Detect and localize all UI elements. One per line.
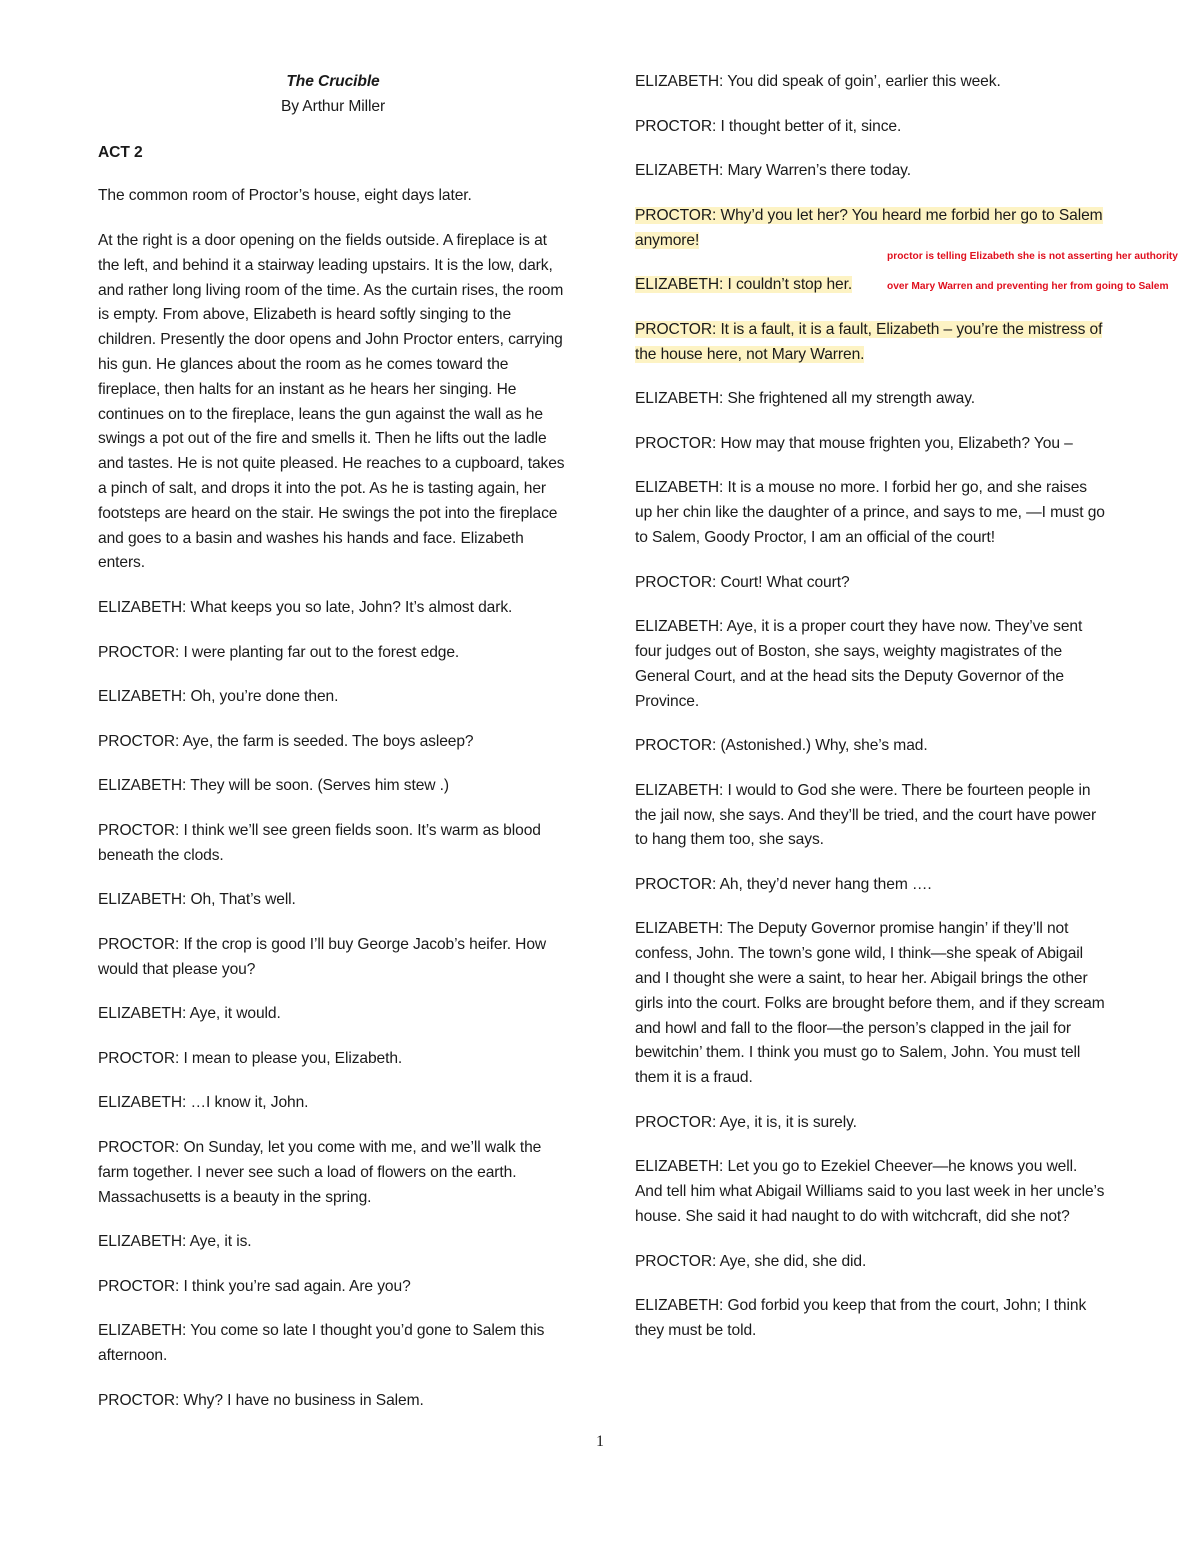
dialogue-line: PROCTOR: Court! What court? <box>635 573 850 591</box>
dialogue-line: ELIZABETH: …I know it, John. <box>98 1094 309 1112</box>
act-heading: ACT 2 <box>98 143 143 161</box>
highlighted-text: ELIZABETH: I couldn’t stop her. <box>635 276 853 294</box>
dialogue-line: PROCTOR: Aye, the farm is seeded. The boys asleep? <box>98 732 474 750</box>
document-title: The Crucible <box>286 73 380 90</box>
dialogue-line: ELIZABETH: Aye, it is. <box>98 1233 252 1251</box>
dialogue-line: ELIZABETH: Let you go to Ezekiel Cheever—he knows you well. And tell him what Abigail Williams said to you last week in her uncle’s house. She said it had naught to do with witchcraft, did she not? <box>635 1158 1105 1226</box>
dialogue-line: PROCTOR: I thought better of it, since. <box>635 117 902 135</box>
dialogue-line: PROCTOR: If the crop is good I’ll buy George Jacob’s heifer. How would that please you? <box>98 935 547 978</box>
dialogue-line: ELIZABETH: Aye, it is a proper court they have now. They’ve sent four judges out of Boston, she says, weighty magistrates of the General Court, and at the head sits the Deputy Governor of the Province. <box>635 618 1083 710</box>
highlighted-text: PROCTOR: Why’d you let her? You heard me forbid her go to Salem anymore! <box>635 206 1103 249</box>
dialogue-line: PROCTOR: I mean to please you, Elizabeth. <box>98 1049 403 1067</box>
title-block <box>98 70 568 120</box>
dialogue-line: PROCTOR: (Astonished.) Why, she’s mad. <box>635 737 928 755</box>
left-column <box>98 70 568 1433</box>
dialogue-line: ELIZABETH: Mary Warren’s there today. <box>635 162 911 180</box>
dialogue-line: ELIZABETH: I would to God she were. There be fourteen people in the jail now, she says. And they’ll be tried, and the court have power to hang them too, she says. <box>635 781 1097 849</box>
dialogue-line: ELIZABETH: It is a mouse no more. I forbid her go, and she raises up her chin like the daughter of a prince, and says to me, —I must go to Salem, Goody Proctor, I am an official of the court! <box>635 479 1105 546</box>
dialogue-line: PROCTOR: I were planting far out to the forest edge. <box>98 643 460 661</box>
dialogue-line: PROCTOR: On Sunday, let you come with me, and we’ll walk the farm together. I never see such a load of flowers on the earth. Massachusetts is a beauty in the spring. <box>98 1139 542 1206</box>
dialogue-line: ELIZABETH: God forbid you keep that from the court, John; I think they must be told. <box>635 1297 1087 1340</box>
dialogue-line: ELIZABETH: They will be soon. (Serves him stew .) <box>98 777 449 795</box>
dialogue-line: ELIZABETH: Oh, you’re done then. <box>98 688 339 706</box>
dialogue-line: ELIZABETH: Aye, it would. <box>98 1005 281 1023</box>
dialogue-line: ELIZABETH: You did speak of goin’, earlier this week. <box>635 73 1001 90</box>
dialogue-line: ELIZABETH: Oh, That’s well. <box>98 891 296 909</box>
page-number: 1 <box>596 1433 604 1450</box>
dialogue-line: ELIZABETH: She frightened all my strength away. <box>635 390 975 408</box>
dialogue-line: ELIZABETH: The Deputy Governor promise hangin’ if they’ll not confess, John. The town’s gone wild, I think—she speak of Abigail and I thought she were a saint, to hear her. Abigail brings the other girls into the court. Folks are brought before them, and if they scream and howl and fall to the floor—the person’s clapped in the jail for bewitchin’ them. I think you must go to Salem, John. You must tell them it is a fraud. <box>635 920 1105 1087</box>
dialogue-line: PROCTOR: I think you’re sad again. Are you? <box>98 1277 411 1295</box>
dialogue-line: PROCTOR: Ah, they’d never hang them …. <box>635 875 932 893</box>
dialogue-line: PROCTOR: Aye, it is, it is surely. <box>635 1113 857 1131</box>
stage-directions: At the right is a door opening on the fields outside. A fireplace is at the left, and behind it a stairway leading upstairs. It is the low, dark, and rather long living room of the time. As the curtain rises, the room is empty. From above, Elizabeth is heard softly singing to the children. Presently the door opens and John Proctor enters, carrying his gun. He glances about the room as he comes toward the fireplace, then halts for an instant as he hears her singing. He continues on to the fireplace, leans the gun against the wall as he swings a pot out of the fire and smells it. Then he lifts out the ladle and tastes. He is not quite pleased. He reaches to a cupboard, takes a pinch of salt, and drops it into the pot. As he is tasting again, her footsteps are heard on the stair. He swings the pot into the fireplace and goes to a basin and washes his hands and face. Elizabeth enters. <box>98 231 565 572</box>
dialogue-line: PROCTOR: How may that mouse frighten you, Elizabeth? You – <box>635 434 1073 452</box>
margin-annotation: proctor is telling Elizabeth she is not asserting her authority over Mary Warren and preventing her from going to Salem <box>887 251 1178 292</box>
scene-setting: The common room of Proctor’s house, eight days later. <box>98 187 472 205</box>
document-author: By Arthur Miller <box>280 97 386 115</box>
dialogue-line: ELIZABETH: What keeps you so late, John? It’s almost dark. <box>98 598 513 616</box>
highlighted-text: PROCTOR: It is a fault, it is a fault, Elizabeth – you’re the mistress of the house here, not Mary Warren. <box>635 320 1103 363</box>
dialogue-line: ELIZABETH: You come so late I thought you’d gone to Salem this afternoon. <box>98 1322 545 1365</box>
dialogue-line: PROCTOR: Aye, she did, she did. <box>635 1252 867 1270</box>
highlighted-line <box>635 318 1105 368</box>
dialogue-line: PROCTOR: Why? I have no business in Salem. <box>98 1391 424 1409</box>
dialogue-line: PROCTOR: I think we’ll see green fields soon. It’s warm as blood beneath the clods. <box>98 821 541 864</box>
